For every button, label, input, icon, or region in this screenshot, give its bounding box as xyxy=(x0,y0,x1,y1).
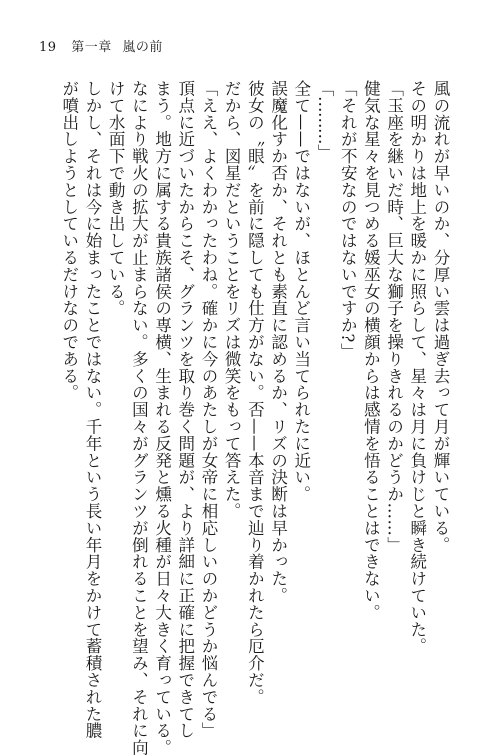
text-line: けて水面下で動き出している。 xyxy=(106,80,126,317)
chapter-title: 嵐の前 xyxy=(122,40,163,55)
vertical-text-body xyxy=(58,80,452,756)
text-line: 「ええ、よくわかったわね。確かに今のあたしが女帝に相応しいのかどうか悩んでる」 xyxy=(198,80,218,740)
text-line: 誤魔化すか否か、それとも素直に認めるか、リズの決断は早かった。 xyxy=(268,80,288,604)
text-line: が噴出しようとしているだけなのである。 xyxy=(59,80,79,402)
text-line: なにより戦火の拡大が止まらない。多くの国々がグランツが倒れることを望み、それに向 xyxy=(129,80,149,756)
running-header xyxy=(39,36,163,55)
page-number: 19 xyxy=(39,40,57,55)
text-line: だから、図星だということをリズは微笑をもって答えた。 xyxy=(222,80,242,520)
text-line: まう。地方に属する貴族諸侯の専横、生まれる反発と燻る火種が日々大きく育っている。 xyxy=(152,80,172,756)
text-line: 風の流れが早いのか、分厚い雲は過ぎ去って月が輝いている。 xyxy=(431,80,450,554)
text-line: 頂点に近づいたからこそ、グランツを取り巻く問題が、より詳細に正確に把握できてし xyxy=(175,80,195,740)
text-line: 「それが不安なのではないですか?」 xyxy=(338,80,358,360)
chapter-label: 第一章 xyxy=(71,40,112,55)
text-line: 健気な星々を見つめる媛巫女の横顔からは感情を悟ることはできない。 xyxy=(361,80,381,621)
text-line: 彼女の〝眼〟を前に隠しても仕方がない。否——本音まで辿り着かれたら厄介だ。 xyxy=(245,80,265,706)
text-line: その明かりは地上を暖かに照らして、星々は月に負けじと瞬き続けていた。 xyxy=(407,80,427,655)
text-line: 「………」 xyxy=(314,80,334,160)
text-line: 全て——ではないが、ほとんど言い当てられたに近い。 xyxy=(291,80,311,503)
text-line: しかし、それは今に始まったことではない。千年という長い年月をかけて蓄積された膿 xyxy=(82,80,102,740)
text-line: 「玉座を継いだ時、巨大な獅子を操りきれるのかどうか……」 xyxy=(384,80,404,554)
